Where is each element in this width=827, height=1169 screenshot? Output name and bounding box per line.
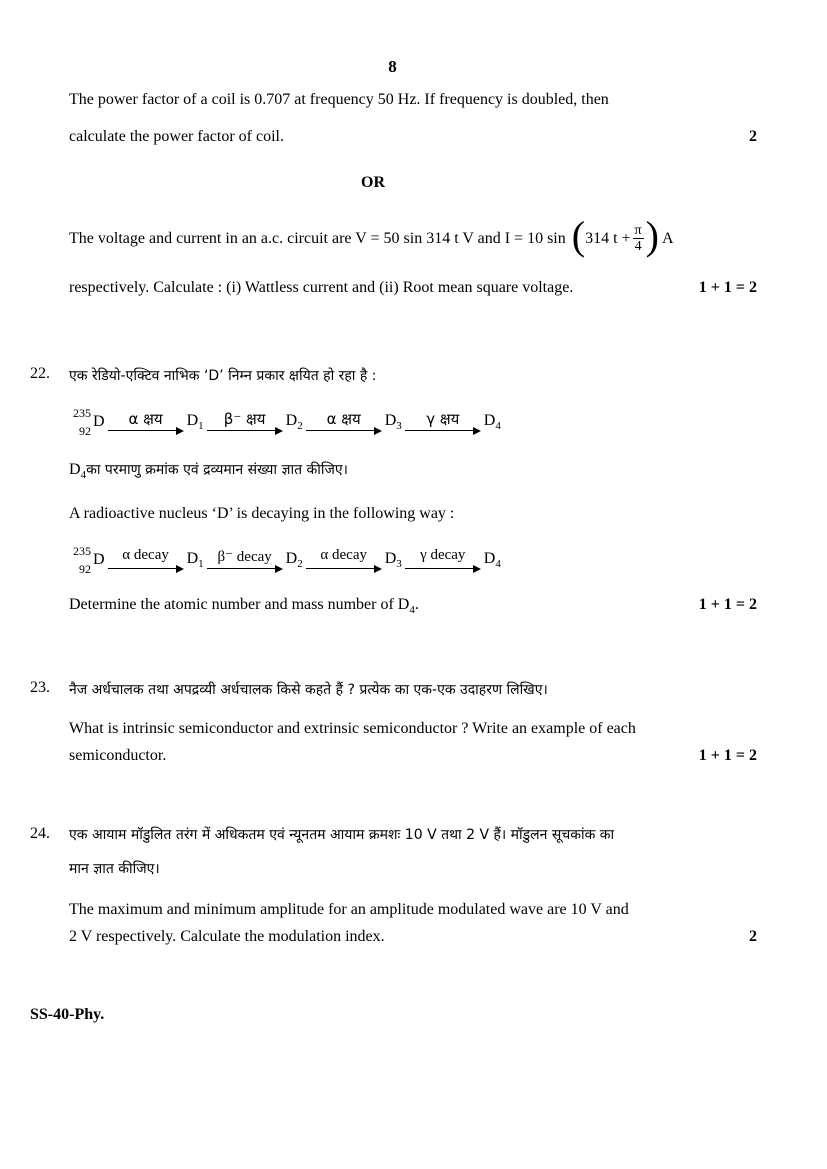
decay-label: β⁻ decay xyxy=(217,549,272,565)
decay-arrow xyxy=(405,547,481,573)
q22-english-decay-chain xyxy=(69,545,501,575)
decay-arrow xyxy=(207,547,283,573)
product-nucleus: $D_2$ xyxy=(285,549,303,571)
q21-alt-line1-text: The voltage and current in an a.c. circuit are V = 50 sin 314 t V and I = 10 sin xyxy=(69,230,566,247)
decay-label: γ decay xyxy=(420,547,466,563)
product-nucleus: $D_3$ xyxy=(384,411,402,433)
q23-english-line2: semiconductor. xyxy=(69,747,167,764)
q21-alt-marks: 1 + 1 = 2 xyxy=(698,279,757,296)
page-number: 8 xyxy=(388,57,397,76)
product-nucleus: $D_1$ xyxy=(186,549,204,571)
q21-alt-paren-inner: 314 t + xyxy=(585,230,631,247)
q22-number: 22. xyxy=(30,365,50,382)
parent-nucleus-notation xyxy=(69,545,93,575)
pi-over-four-fraction xyxy=(633,224,644,254)
mass-number: 235 xyxy=(73,406,91,420)
decay-label: α क्षय xyxy=(128,410,163,428)
decay-label: α decay xyxy=(320,547,367,563)
q23-english-line1: What is intrinsic semiconductor and extrinsic semiconductor ? Write an example of each xyxy=(69,720,636,737)
parent-nucleus-symbol: D xyxy=(93,551,105,568)
q21-main-line1: The power factor of a coil is 0.707 at frequency 50 Hz. If frequency is doubled, then xyxy=(69,91,609,108)
q22-hindi-decay-chain xyxy=(69,407,501,437)
open-paren: ( xyxy=(571,213,586,258)
product-nucleus: $D_2$ xyxy=(285,411,303,433)
product-nucleus: $D_4$ xyxy=(483,411,501,433)
q24-english-line1: The maximum and minimum amplitude for an amplitude modulated wave are 10 V and xyxy=(69,901,629,918)
decay-arrow xyxy=(207,409,283,435)
parent-nucleus-symbol: D xyxy=(93,413,105,430)
product-nucleus: $D_3$ xyxy=(384,549,402,571)
q21-main-marks: 2 xyxy=(749,128,757,145)
parent-nucleus-notation xyxy=(69,407,93,437)
q24-marks: 2 xyxy=(749,928,757,945)
close-paren: ) xyxy=(645,213,659,258)
product-nucleus: $D_4$ xyxy=(483,549,501,571)
decay-arrow xyxy=(306,547,382,573)
decay-label: α decay xyxy=(122,547,169,563)
decay-arrow xyxy=(306,409,382,435)
q22-english-intro: A radioactive nucleus ‘D’ is decaying in the following way : xyxy=(69,505,455,522)
q22-english-question: Determine the atomic number and mass number of $D_4$. xyxy=(69,596,419,617)
q23-number: 23. xyxy=(30,679,50,696)
q22-hindi-intro: एक रेडियो-एक्टिव नाभिक ‘D’ निम्न प्रकार क्षयित हो रहा है : xyxy=(69,368,377,384)
atomic-number: 92 xyxy=(79,424,91,438)
decay-arrow xyxy=(108,547,184,573)
atomic-number: 92 xyxy=(79,562,91,576)
q21-main-line2: calculate the power factor of coil. xyxy=(69,128,284,145)
q22-hindi-question: $D_4का$ परमाणु क्रमांक एवं द्रव्यमान संख्या ज्ञात कीजिए। xyxy=(69,461,348,482)
decay-arrow xyxy=(108,409,184,435)
footer-paper-code: SS-40-Phy. xyxy=(30,1006,105,1023)
q24-number: 24. xyxy=(30,825,50,842)
mass-number: 235 xyxy=(73,544,91,558)
or-label: OR xyxy=(361,174,385,191)
q21-alt-unit: A xyxy=(661,230,674,247)
q23-marks: 1 + 1 = 2 xyxy=(698,747,757,764)
decay-label: α क्षय xyxy=(326,410,361,428)
q21-alt-line2: respectively. Calculate : (i) Wattless current and (ii) Root mean square voltage. xyxy=(69,279,574,296)
q21-alt-line1 xyxy=(69,213,674,262)
fraction-numerator: π xyxy=(634,223,642,238)
fraction-denominator: 4 xyxy=(634,239,642,254)
q23-hindi: नैज अर्धचालक तथा अपद्रव्यी अर्धचालक किसे कहते हैं ? प्रत्येक का एक-एक उदाहरण लिखिए। xyxy=(69,682,548,698)
product-nucleus: $D_1$ xyxy=(186,411,204,433)
decay-arrow xyxy=(405,409,481,435)
decay-label: β⁻ क्षय xyxy=(223,410,266,428)
q24-english-line2: 2 V respectively. Calculate the modulation index. xyxy=(69,928,385,945)
decay-label: γ क्षय xyxy=(426,410,460,428)
q24-hindi-line2: मान ज्ञात कीजिए। xyxy=(69,861,160,877)
q24-hindi-line1: एक आयाम मॉडुलित तरंग में अधिकतम एवं न्यूनतम आयाम क्रमशः 10 V तथा 2 V हैं। मॉडुलन सूचकांक का xyxy=(69,827,615,843)
q22-marks: 1 + 1 = 2 xyxy=(698,596,757,613)
